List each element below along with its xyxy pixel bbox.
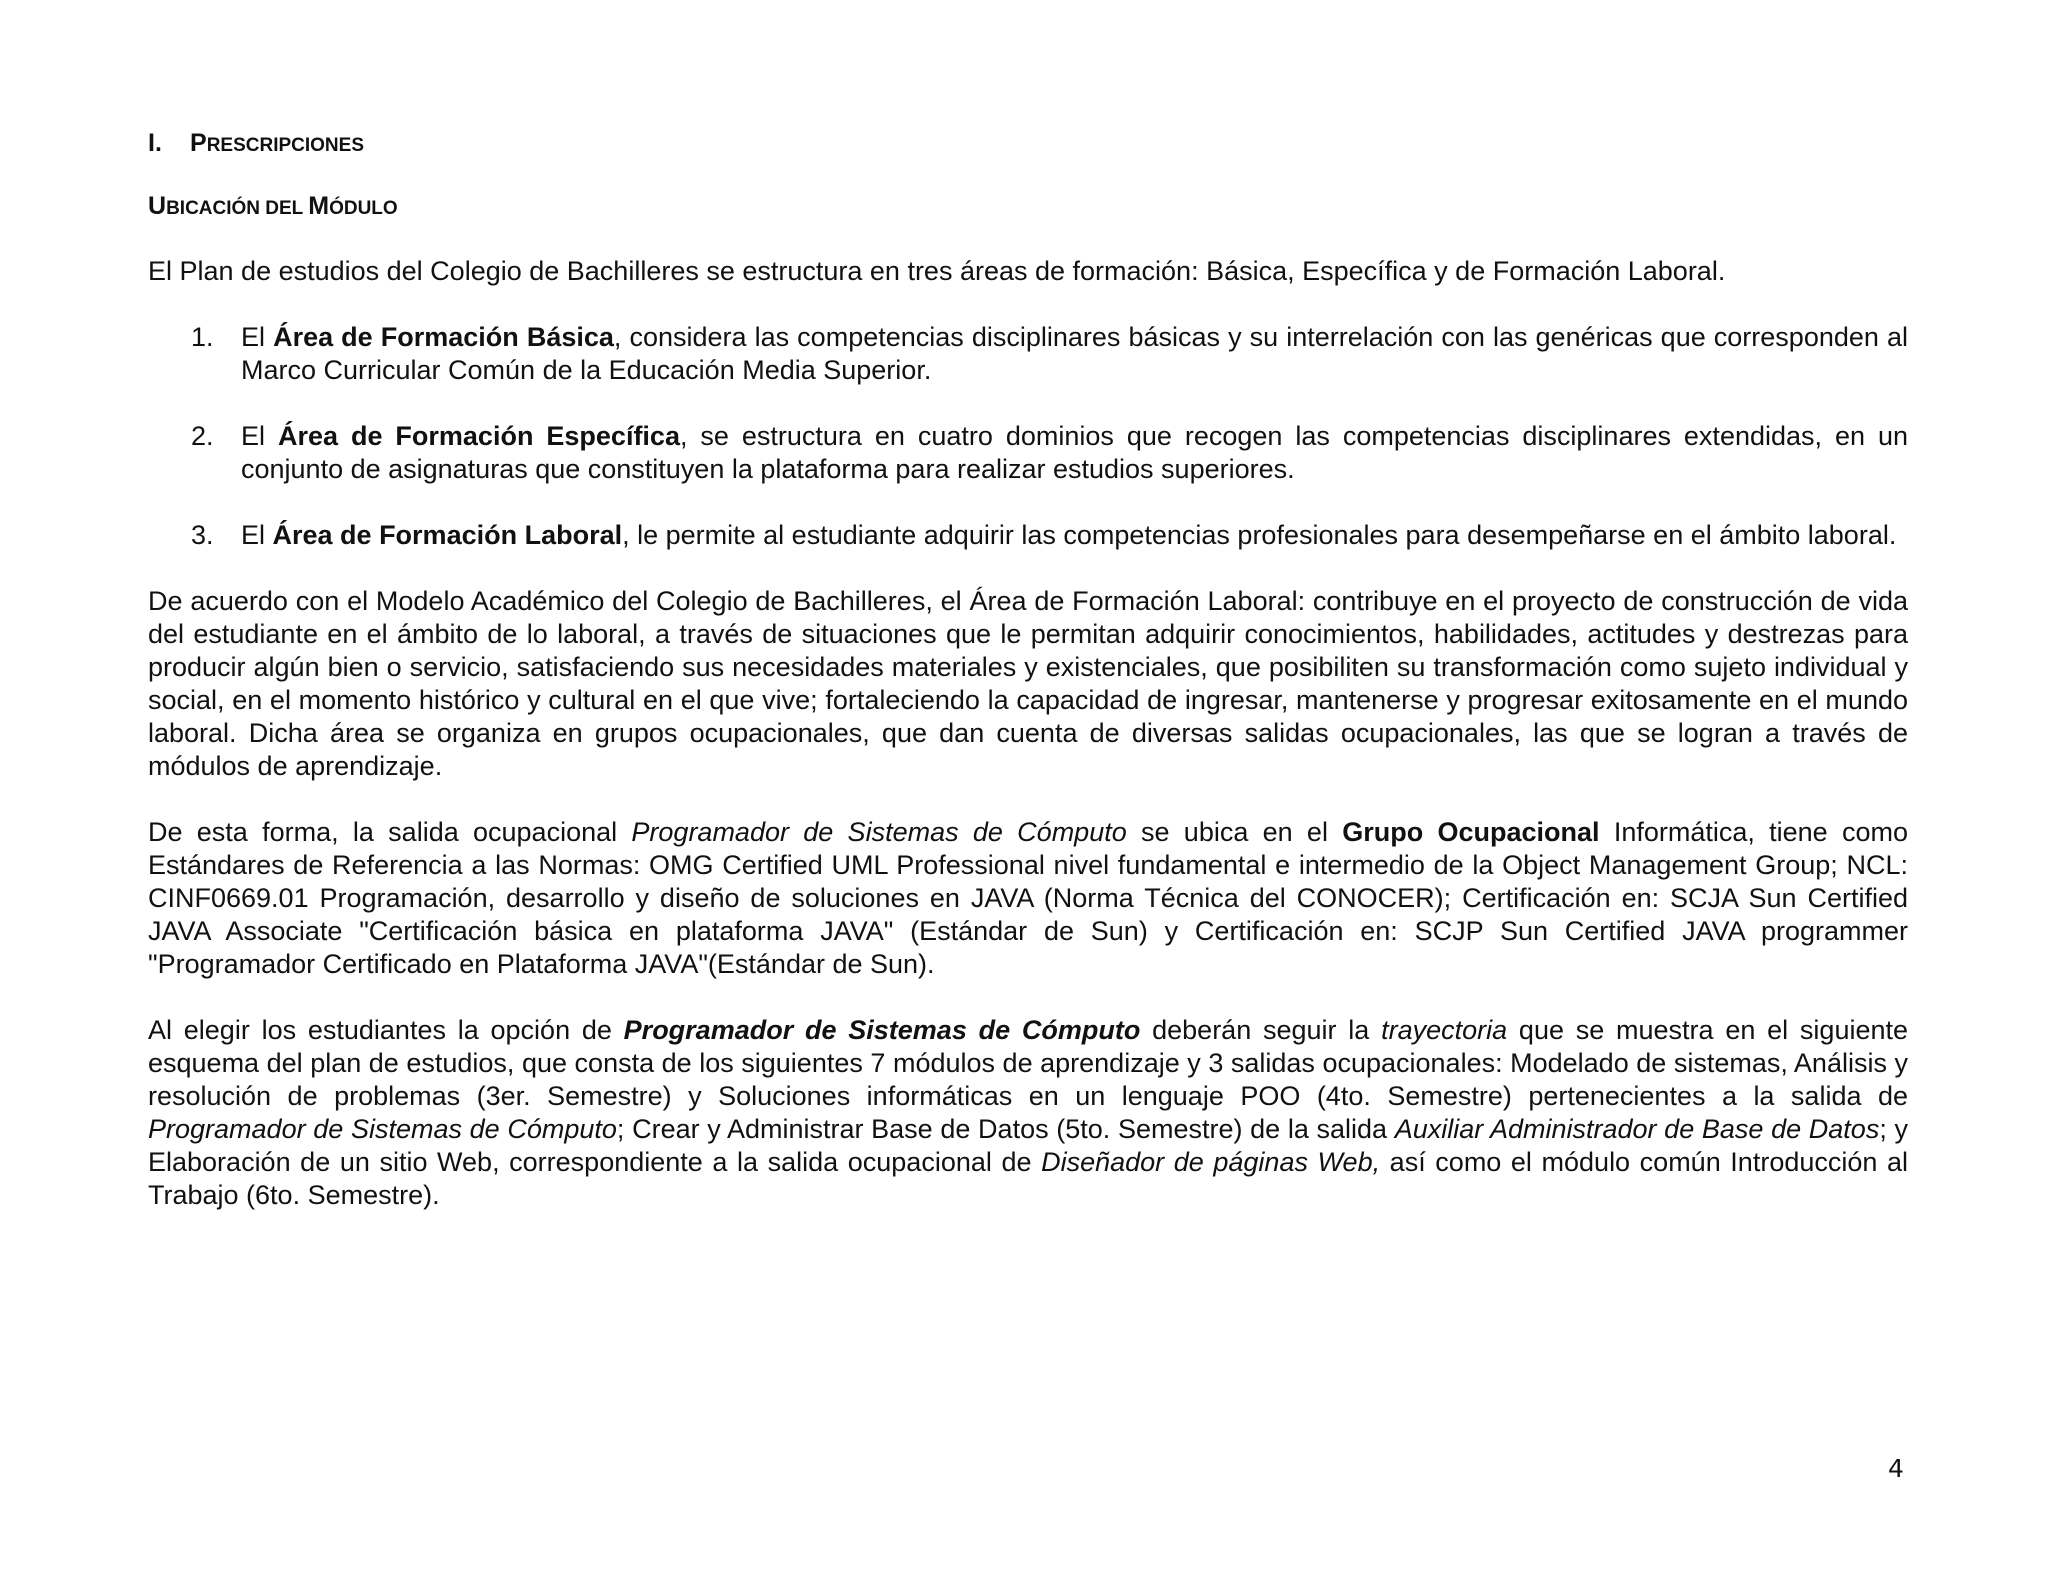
- bold-italic-run: Programador de Sistemas de Cómputo: [623, 1015, 1141, 1045]
- text-run: se ubica en el: [1126, 817, 1343, 847]
- subheading-rest-2: ÓDULO: [329, 198, 398, 219]
- list-item-bold-term: Área de Formación Laboral: [272, 520, 623, 550]
- trajectory-paragraph: [148, 1014, 1908, 1212]
- section-title-initial: P: [190, 129, 207, 157]
- text-run: Informática, tiene como Estándares de Referencia a las Normas: OMG Certified UML Professional nivel fundamental e intermedio de la Object Management Group; NCL: CINF0669.01 Programación, desarrollo y diseño de soluciones en JAVA (Norma Técnica del CONOCER); Certificación en: SCJA Sun Certified JAVA Associate "Certificación básica en plataforma JAVA" (Estándar de Sun) y Certificación en: SCJP Sun Certified JAVA programmer "Programador Certificado en Plataforma JAVA"(Estándar de Sun).: [148, 817, 1908, 979]
- list-item-bold-term: Área de Formación Específica: [277, 421, 680, 451]
- list-item-prefix: El: [241, 322, 274, 352]
- formation-areas-list: [148, 321, 1908, 552]
- subheading-initial-1: U: [148, 192, 167, 220]
- list-item-number: 3.: [191, 520, 214, 550]
- page-number: 4: [1888, 1454, 1904, 1483]
- intro-paragraph: El Plan de estudios del Colegio de Bachilleres se estructura en tres áreas de formación: Básica, Específica y de Formación Laboral.: [148, 256, 1726, 286]
- text-run: De esta forma, la salida ocupacional: [148, 817, 632, 847]
- list-item-text: , considera las competencias disciplinares básicas y su interrelación con las genéricas que corresponden al Marco Curricular Común de la Educación Media Superior.: [241, 322, 1908, 385]
- subheading-initial-2: M: [308, 192, 330, 220]
- formation-labor-paragraph: De acuerdo con el Modelo Académico del Colegio de Bachilleres, el Área de Formación Laboral: contribuye en el proyecto de construcción de vida del estudiante en el ámbito de lo laboral, a través de situaciones que le permitan adquirir conocimientos, habilidades, actitudes y destrezas para producir algún bien o servicio, satisfaciendo sus necesidades materiales y existenciales, que posibiliten su transformación como sujeto individual y social, en el momento histórico y cultural en el que vive; fortaleciendo la capacidad de ingresar, mantenerse y progresar exitosamente en el mundo laboral. Dicha área se organiza en grupos ocupacionales, que dan cuenta de diversas salidas ocupacionales, las que se logran a través de módulos de aprendizaje.: [148, 586, 1908, 781]
- text-run: así como el módulo común Introducción al Trabajo (6to. Semestre).: [148, 1147, 1909, 1210]
- module-location-heading: [148, 191, 1908, 225]
- italic-run: trayectoria: [1381, 1015, 1508, 1045]
- list-item: [148, 420, 1908, 486]
- italic-run: Diseñador de páginas Web,: [1041, 1147, 1381, 1177]
- section-title-rest: RESCRIPCIONES: [206, 135, 364, 156]
- section-number: I.: [148, 129, 162, 157]
- subheading-rest-1: BICACIÓN DEL: [166, 198, 309, 219]
- list-item: [148, 321, 1908, 387]
- italic-run: Auxiliar Administrador de Base de Datos: [1394, 1114, 1880, 1144]
- bold-run: Grupo Ocupacional: [1342, 817, 1600, 847]
- italic-run: Programador de Sistemas de Cómputo: [631, 817, 1127, 847]
- list-item-bold-term: Área de Formación Básica: [273, 322, 614, 352]
- list-item-number: 2.: [191, 421, 214, 451]
- text-run: deberán seguir la: [1140, 1015, 1382, 1045]
- occupational-output-paragraph: [148, 816, 1908, 981]
- text-run: ; Crear y Administrar Base de Datos (5to. Semestre) de la salida: [616, 1114, 1395, 1144]
- text-run: Al elegir los estudiantes la opción de: [148, 1015, 624, 1045]
- text-run: que se muestra en el siguiente esquema del plan de estudios, que consta de los siguientes 7 módulos de aprendizaje y 3 salidas ocupacionales: Modelado de sistemas, Análisis y resolución de problemas (3er. Semestre) y Soluciones informáticas en un lenguaje POO (4to. Semestre) pertenecientes a la salida de: [148, 1015, 1909, 1111]
- section-heading: [148, 128, 1908, 161]
- document-page: [148, 128, 1908, 1245]
- list-item-text: , le permite al estudiante adquirir las competencias profesionales para desempeñarse en el ámbito laboral.: [622, 520, 1897, 550]
- text-run: ; y Elaboración de un sitio Web, correspondiente a la salida ocupacional de: [148, 1114, 1908, 1177]
- italic-run: Programador de Sistemas de Cómputo: [148, 1114, 617, 1144]
- list-item-prefix: El: [241, 421, 278, 451]
- list-item-number: 1.: [191, 322, 214, 352]
- list-item-text: , se estructura en cuatro dominios que recogen las competencias disciplinares extendidas, en un conjunto de asignaturas que constituyen la plataforma para realizar estudios superiores.: [241, 421, 1908, 484]
- list-item: [148, 519, 1908, 552]
- list-item-prefix: El: [241, 520, 273, 550]
